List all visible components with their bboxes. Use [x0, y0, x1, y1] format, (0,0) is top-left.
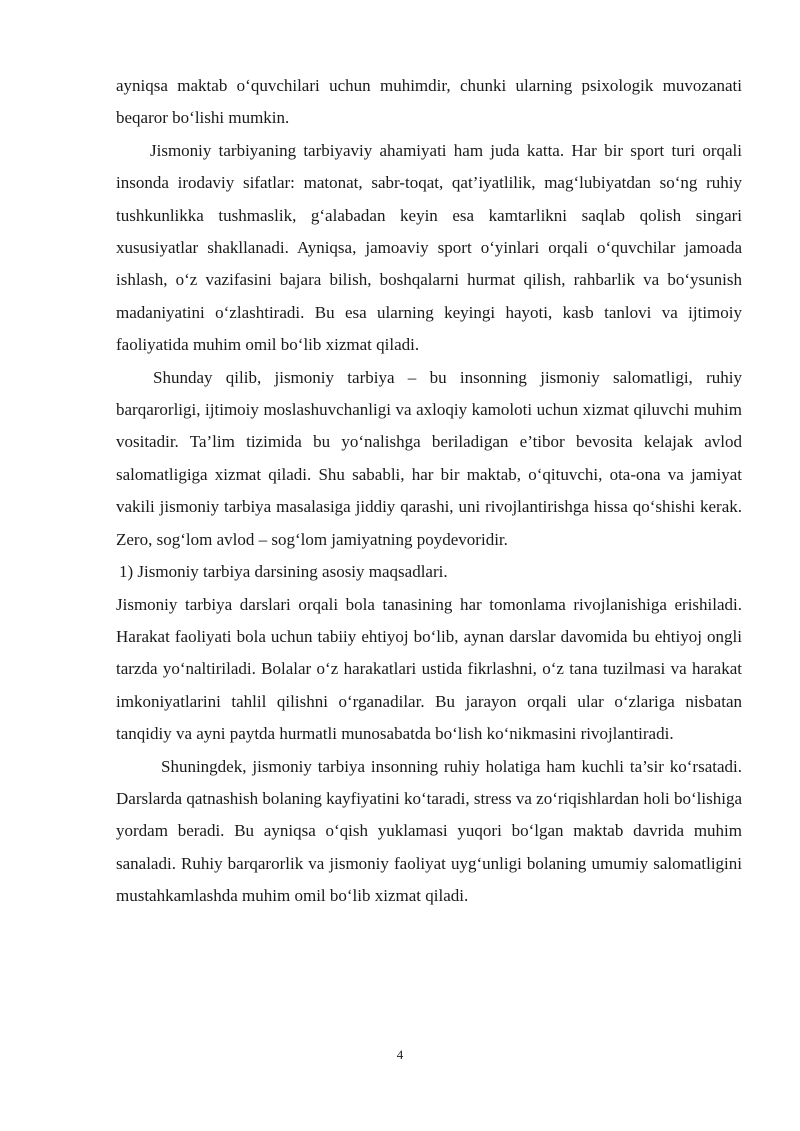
numbered-heading: 1) Jismoniy tarbiya darsining asosiy maqsadlari. [119, 562, 448, 582]
paragraph-continuation: ayniqsa maktab o‘quvchilari uchun muhimdir, chunki ularning psixologik muvozanati beqaror bo‘lishi mumkin. [116, 76, 742, 128]
page-number: 4 [396, 1047, 404, 1062]
paragraph-conclusion: Shunday qilib, jismoniy tarbiya – bu insonning jismoniy salomatligi, ruhiy barqarorligi, ijtimoiy moslashuvchanligi va axloqiy kamoloti uchun xizmat qiluvchi muhim vositadir. Ta’lim tizimida bu yo‘nalishga beriladigan e’tibor bevosita kelajak avlod salomatligiga xizmat qiladi. Shu sababli, har bir maktab, o‘qituvchi, ota-ona va jamiyat vakili jismoniy tarbiya masalasiga jiddiy qarashi, uni rivojlantirishga hissa qo‘shishi kerak. Zero, sog‘lom avlod – sog‘lom jamiyatning poydevoridir. [116, 367, 742, 549]
body-text [116, 70, 742, 913]
paragraph-educational-significance: Jismoniy tarbiyaning tarbiyaviy ahamiyati ham juda katta. Har bir sport turi orqali insonda irodaviy sifatlar: matonat, sabr-toqat, qat’iyatlilik, mag‘lubiyatdan so‘ng ruhiy tushkunlikka tushmaslik, g‘alabadan keyin esa kamtarlikni saqlab qolish singari xususiyatlar shakllanadi. Ayniqsa, jamoaviy sport o‘yinlari orqali o‘quvchilar jamoada ishlash, o‘z vazifasini bajara bilish, boshqalarni hurmat qilish, rahbarlik va bo‘ysunish madaniyatini o‘zlashtiradi. Bu esa ularning keyingi hayoti, kasb tanlovi va ijtimoiy faoliyatida muhim omil bo‘lib xizmat qiladi. [116, 140, 742, 355]
paragraph-lesson-goals: Jismoniy tarbiya darslari orqali bola tanasining har tomonlama rivojlanishiga erishiladi. Harakat faoliyati bola uchun tabiiy ehtiyoj bo‘lib, aynan darslar davomida bu ehtiyoj ongli tarzda yo‘naltiriladi. Bolalar o‘z harakatlari ustida fikrlashni, o‘z tana tuzilmasi va harakat imkoniyatlarini tahlil qilishni o‘rganadilar. Bu jarayon orqali ular o‘zlariga nisbatan tanqidiy va ayni paytda hurmatli munosabatda bo‘lish ko‘nikmasini rivojlantiradi. [116, 594, 742, 744]
paragraph-mental-health: Shuningdek, jismoniy tarbiya insonning ruhiy holatiga ham kuchli ta’sir ko‘rsatadi. Darslarda qatnashish bolaning kayfiyatini ko‘taradi, stress va zo‘riqishlardan holi bo‘lishiga yordam beradi. Bu ayniqsa o‘qish yuklamasi yuqori bo‘lgan maktab davrida muhim sanaladi. Ruhiy barqarorlik va jismoniy faoliyat uyg‘unligi bolaning umumiy salomatligini mustahkamlashda muhim omil bo‘lib xizmat qiladi. [116, 756, 743, 906]
